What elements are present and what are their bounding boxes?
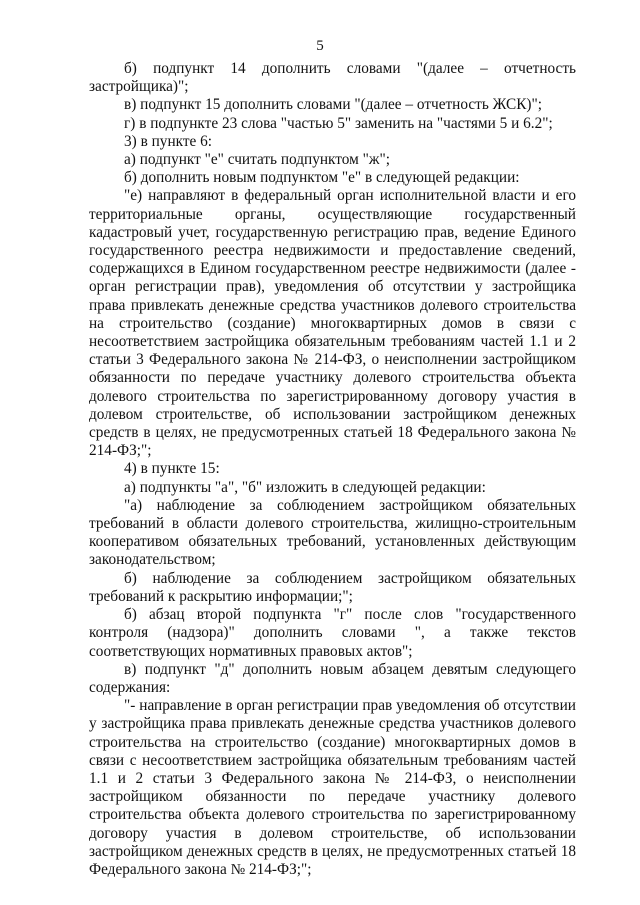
paragraph: б) абзац второй подпункта "г" после слов "государственного контроля (надзора)" дополнить словами ", а также текстов соответствующих нормативных правовых актов";: [89, 606, 576, 660]
paragraph: б) наблюдение за соблюдением застройщиком обязательных требований к раскрытию информации;";: [89, 569, 576, 605]
page-number: 5: [316, 38, 324, 54]
paragraph: в) подпункт 15 дополнить словами "(далее – отчетность ЖСК)";: [124, 96, 542, 114]
paragraph: г) в подпункте 23 слова "частью 5" заменить на "частями 5 и 6.2";: [124, 114, 553, 132]
paragraph: "- направление в орган регистрации прав уведомления об отсутствии у застройщика права привлекать денежные средства участников долевого строительства на строительство (создание) многоквартирных домов в связи с несоответствием застройщика обязательным требованиям частей 1.1 и 2 статьи 3 Федерального закона № 214-ФЗ, о неисполнении застройщиком обязанности по передаче участнику долевого строительства объекта долевого строительства по зарегистрированному договору участия в долевом строительстве, об использовании застройщиком денежных средств в целях, не предусмотренных статьей 18 Федерального закона № 214-ФЗ;";: [89, 697, 576, 878]
paragraph: "е) направляют в федеральный орган исполнительной власти и его территориальные органы, осуществляющие государственный кадастровый учет, государственную регистрацию прав, ведение Единого государственного реестра недвижимости и предоставление сведений, содержащихся в Едином государственном реестре недвижимости (далее - орган регистрации прав), уведомления об отсутствии у застройщика права привлекать денежные средства участников долевого строительства на строительство (создание) многоквартирных домов в связи с несоответствием застройщика обязательным требованиям частей 1.1 и 2 статьи 3 Федерального закона № 214-ФЗ, о неисполнении застройщиком обязанности по передаче участнику долевого строительства объекта долевого строительства по зарегистрированному договору участия в долевом строительстве, об использовании застройщиком денежных средств в целях, не предусмотренных статьей 18 Федерального закона № 214-ФЗ;";: [89, 187, 576, 460]
paragraph: б) дополнить новым подпунктом "е" в следующей редакции:: [124, 169, 520, 187]
paragraph: а) подпункты "а", "б" изложить в следующей редакции:: [124, 478, 486, 496]
paragraph: а) подпункт "е" считать подпунктом "ж";: [124, 151, 390, 169]
paragraph: в) подпункт "д" дополнить новым абзацем девятым следующего содержания:: [89, 660, 576, 696]
paragraph: "а) наблюдение за соблюдением застройщиком обязательных требований в области долевого строительства, жилищно-строительным кооперативом обязательных требований, установленных действующим законодательством;: [89, 496, 576, 569]
document-body: [89, 60, 576, 879]
paragraph: 4) в пункте 15:: [124, 460, 220, 478]
paragraph: б) подпункт 14 дополнить словами "(далее – отчетность застройщика)";: [89, 60, 576, 96]
paragraph: 3) в пункте 6:: [124, 132, 213, 150]
